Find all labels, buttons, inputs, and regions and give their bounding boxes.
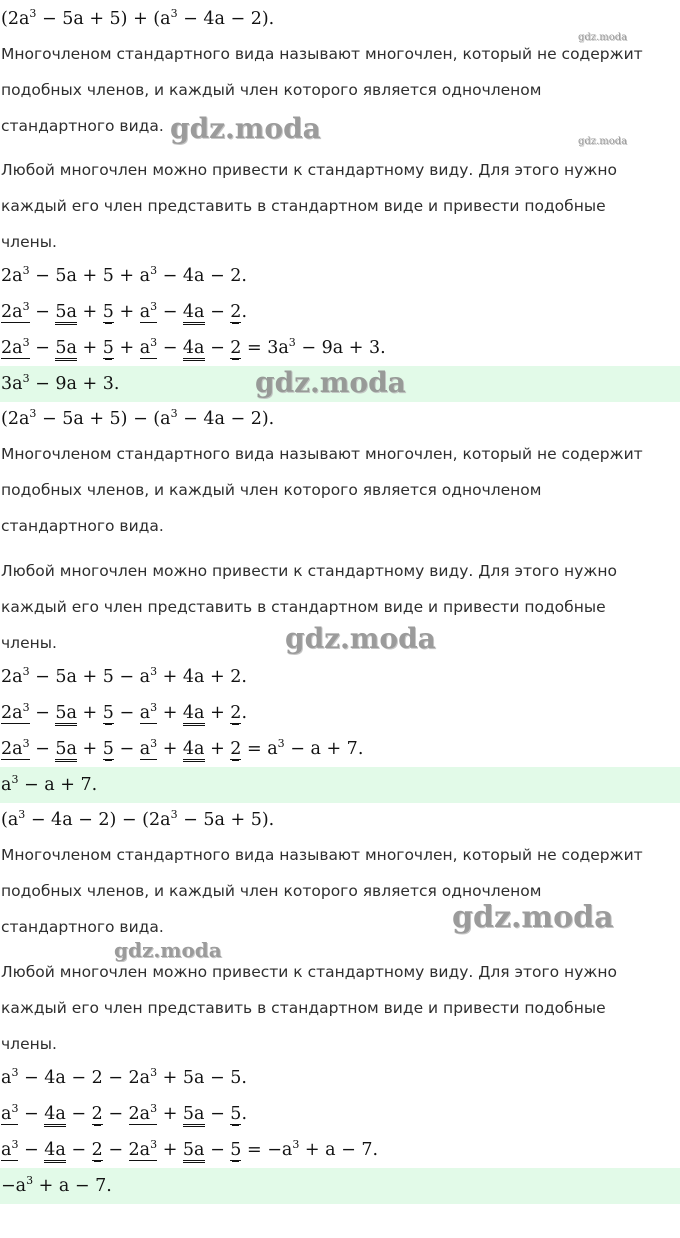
- watermark: gdz.moda: [452, 900, 614, 935]
- method-line-2: каждый его член представить в стандартном виде и привести подобные: [1, 197, 606, 215]
- problem-1-grouped: $2a^3 - 5a + 5 + a^3 - 4a - 2$.: [0, 294, 680, 330]
- problem-2-expression: $(2a^3 - 5a + 5) - (a^3 - 4a - 2)$.: [1, 407, 275, 429]
- definition-line-3: стандартного вида.: [1, 918, 164, 936]
- method-line-1: Любой многочлен можно привести к стандартному виду. Для этого нужно: [1, 963, 617, 981]
- watermark: gdz.moda: [170, 112, 321, 145]
- definition-line-3: стандартного вида.: [1, 517, 164, 535]
- watermark: gdz.moda: [114, 938, 222, 962]
- definition-line-2: подобных членов, и каждый член которого является одночленом: [1, 481, 542, 499]
- problem-3-expanded: $a^3 - 4a - 2 - 2a^3 + 5a - 5$.: [1, 1066, 247, 1088]
- method-line-3: члены.: [1, 233, 57, 251]
- problem-1-expression: $(2a^3 - 5a + 5) + (a^3 - 4a - 2)$.: [1, 7, 275, 29]
- definition-line-1: Многочленом стандартного вида называют многочлен, который не содержит: [1, 846, 643, 864]
- watermark: gdz.moda: [285, 622, 436, 655]
- definition-line-2: подобных членов, и каждый член которого является одночленом: [1, 882, 542, 900]
- method-line-3: члены.: [1, 634, 57, 652]
- definition-line-2: подобных членов, и каждый член которого является одночленом: [1, 81, 542, 99]
- method-line-2: каждый его член представить в стандартном виде и привести подобные: [1, 598, 606, 616]
- problem-2-expanded: $2a^3 - 5a + 5 - a^3 + 4a + 2$.: [1, 665, 247, 687]
- method-line-1: Любой многочлен можно привести к стандартному виду. Для этого нужно: [1, 562, 617, 580]
- problem-3-expression: $(a^3 - 4a - 2) - (2a^3 - 5a + 5)$.: [1, 808, 275, 830]
- watermark: gdz.moda: [255, 366, 406, 399]
- problem-2-answer: $a^3 - a + 7$.: [0, 767, 680, 803]
- problem-1-simplified: $2a^3 - 5a + 5 + a^3 - 4a - 2 = 3a^3 - 9a + 3$.: [0, 330, 680, 366]
- problem-3-simplified: $a^3 - 4a - 2 - 2a^3 + 5a - 5 = -a^3 + a - 7$.: [0, 1132, 680, 1168]
- watermark: gdz.moda: [578, 32, 628, 43]
- method-line-2: каждый его член представить в стандартном виде и привести подобные: [1, 999, 606, 1017]
- problem-1-expanded: $2a^3 - 5a + 5 + a^3 - 4a - 2$.: [1, 264, 247, 286]
- problem-3-answer: $-a^3 + a - 7$.: [0, 1168, 680, 1204]
- method-line-1: Любой многочлен можно привести к стандартному виду. Для этого нужно: [1, 161, 617, 179]
- method-line-3: члены.: [1, 1035, 57, 1053]
- problem-2-simplified: $2a^3 - 5a + 5 - a^3 + 4a + 2 = a^3 - a + 7$.: [0, 731, 680, 767]
- problem-3-grouped: $a^3 - 4a - 2 - 2a^3 + 5a - 5$.: [0, 1096, 680, 1132]
- problem-2-grouped: $2a^3 - 5a + 5 - a^3 + 4a + 2$.: [0, 695, 680, 731]
- problem-1-answer: $3a^3 - 9a + 3$.: [0, 366, 680, 402]
- definition-line-1: Многочленом стандартного вида называют многочлен, который не содержит: [1, 45, 643, 63]
- definition-line-1: Многочленом стандартного вида называют многочлен, который не содержит: [1, 445, 643, 463]
- watermark: gdz.moda: [578, 136, 628, 147]
- definition-line-3: стандартного вида.: [1, 117, 164, 135]
